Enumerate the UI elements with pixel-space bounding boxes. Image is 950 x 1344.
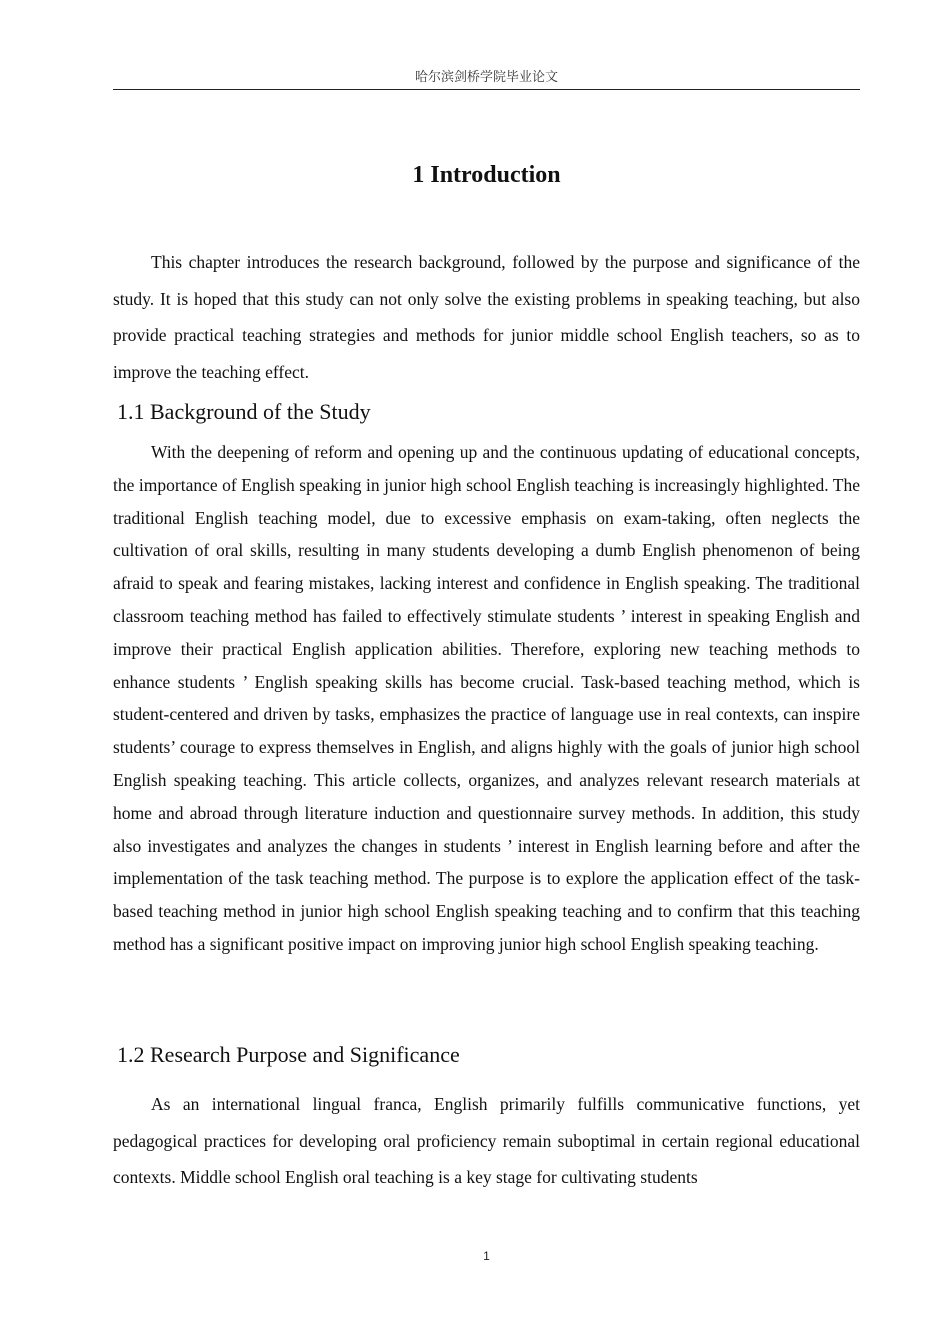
intro-paragraph: This chapter introduces the research background, followed by the purpose and significance of the study. It is hoped that this study can not only solve the existing problems in speaking teaching, but also provide practical teaching strategies and methods for junior middle school English teachers, so as to improve the teaching effect.: [113, 252, 860, 383]
header-divider: [113, 89, 860, 90]
page-number: 1: [483, 1249, 490, 1263]
running-header: 哈尔滨剑桥学院毕业论文: [414, 70, 558, 85]
chapter-title: 1 Introduction: [412, 162, 561, 188]
background-paragraph: With the deepening of reform and opening up and the continuous updating of educational concepts, the importance of English speaking in junior high school English teaching is increasingly highlighted. The traditional English teaching model, due to excessive emphasis on exam-taking, often neglects the cultivation of oral skills, resulting in many students developing a dumb English phenomenon of being afraid to speak and fearing mistakes, lacking interest and confidence in English speaking. The traditional classroom teaching method has failed to effectively stimulate students ’ interest in speaking English and improve their practical English application abilities. Therefore, exploring new teaching methods to enhance students ’ English speaking skills has become crucial. Task-based teaching method, which is student-centered and driven by tasks, emphasizes the practice of language use in real contexts, can inspire students’ courage to express themselves in English, and aligns highly with the goals of junior high school English speaking teaching. This article collects, organizes, and analyzes relevant research materials at home and abroad through literature induction and questionnaire survey methods. In addition, this study also investigates and analyzes the changes in students ’ interest in English learning before and after the implementation of the task teaching method. The purpose is to explore the application effect of the task-based teaching method in junior high school English speaking teaching and to confirm that this teaching method has a significant positive impact on improving junior high school English speaking teaching.: [113, 442, 860, 954]
purpose-paragraph: As an international lingual franca, English primarily fulfills communicative functions, yet pedagogical practices for developing oral proficiency remain suboptimal in certain regional educational contexts. Middle school English oral teaching is a key stage for cultivating students: [113, 1094, 860, 1187]
section-heading-background: 1.1 Background of the Study: [117, 399, 371, 424]
section-heading-purpose: 1.2 Research Purpose and Significance: [117, 1042, 460, 1067]
